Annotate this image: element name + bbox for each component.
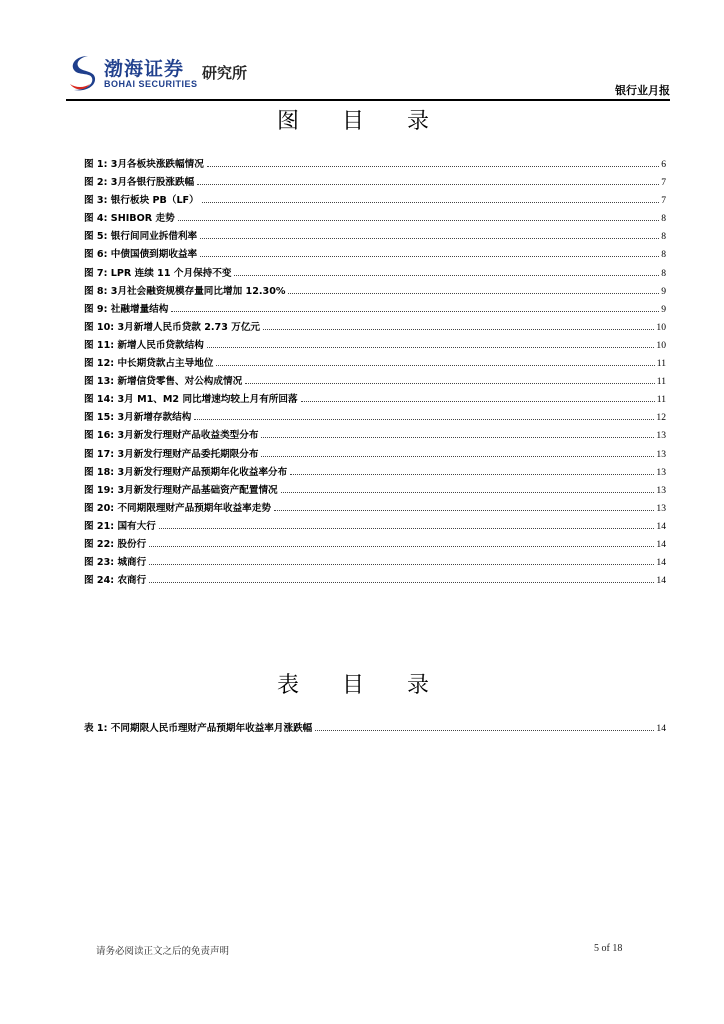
toc-dot-leader (301, 401, 655, 402)
toc-entry[interactable] (84, 337, 666, 355)
figure-toc-title: 图 目 录 (277, 109, 447, 134)
toc-dot-leader (178, 220, 660, 221)
toc-entry[interactable] (84, 355, 666, 373)
toc-entry[interactable] (84, 174, 666, 192)
toc-entry-label: 图 12: 中长期贷款占主导地位 (84, 358, 214, 370)
toc-entry-page: 8 (661, 267, 666, 279)
toc-entry-page: 8 (661, 213, 666, 225)
toc-entry-page: 13 (656, 502, 666, 514)
toc-entry-label: 图 14: 3月 M1、M2 同比增速均较上月有所回落 (84, 394, 298, 406)
toc-entry-label: 图 17: 3月新发行理财产品委托期限分布 (84, 448, 259, 460)
toc-dot-leader (202, 202, 660, 203)
toc-entry-label: 图 1: 3月各板块涨跌幅情况 (84, 159, 204, 170)
toc-entry-label: 图 11: 新增人民币贷款结构 (84, 339, 204, 351)
toc-entry-page: 7 (661, 195, 666, 207)
toc-entry-label: 图 5: 银行间同业拆借利率 (84, 231, 198, 243)
logo-english-name: BOHAI SECURITIES (104, 79, 198, 89)
toc-entry-page: 7 (661, 177, 666, 189)
toc-dot-leader (200, 238, 659, 239)
toc-entry[interactable] (84, 156, 666, 174)
logo-chinese-name: 渤海证券 (104, 58, 185, 80)
figure-toc-list (84, 156, 666, 590)
toc-entry[interactable] (84, 192, 666, 210)
toc-dot-leader (149, 546, 654, 547)
toc-entry-page: 11 (656, 358, 666, 370)
toc-entry[interactable] (84, 283, 666, 301)
toc-entry-label: 图 2: 3月各银行股涨跌幅 (84, 177, 195, 189)
institute-name: 研究所 (202, 64, 248, 82)
toc-dot-leader (281, 492, 655, 493)
toc-entry[interactable] (84, 210, 666, 228)
toc-entry-label: 表 1: 不同期限人民币理财产品预期年收益率月涨跌幅 (84, 723, 313, 734)
toc-entry-page: 13 (656, 448, 666, 460)
toc-entry-label: 图 7: LPR 连续 11 个月保持不变 (84, 267, 232, 279)
toc-dot-leader (171, 311, 659, 312)
toc-entry[interactable] (84, 720, 666, 738)
toc-entry[interactable] (84, 246, 666, 264)
toc-entry-page: 13 (656, 466, 666, 478)
toc-entry-page: 13 (656, 484, 666, 496)
toc-dot-leader (207, 347, 655, 348)
toc-dot-leader (207, 166, 659, 167)
toc-entry[interactable] (84, 464, 666, 482)
header-divider (66, 99, 670, 101)
table-toc-title: 表 目 录 (277, 673, 447, 698)
toc-entry[interactable] (84, 554, 666, 572)
toc-entry-page: 9 (661, 285, 666, 297)
toc-entry[interactable] (84, 373, 666, 391)
toc-dot-leader (245, 383, 655, 384)
toc-entry-page: 14 (656, 538, 666, 550)
toc-entry[interactable] (84, 391, 666, 409)
toc-entry-label: 图 20: 不同期限理财产品预期年收益率走势 (84, 502, 271, 514)
toc-entry-label: 图 15: 3月新增存款结构 (84, 412, 192, 424)
toc-dot-leader (149, 582, 654, 583)
toc-entry-label: 图 23: 城商行 (84, 557, 147, 569)
toc-entry-label: 图 9: 社融增量结构 (84, 303, 169, 315)
toc-entry-label: 图 6: 中债国债到期收益率 (84, 249, 198, 261)
toc-dot-leader (261, 456, 654, 457)
toc-entry[interactable] (84, 572, 666, 590)
table-toc-list (84, 720, 666, 738)
footer-page-number: 5 of 18 (594, 943, 623, 954)
toc-dot-leader (274, 510, 654, 511)
toc-entry-label: 图 10: 3月新增人民币贷款 2.73 万亿元 (84, 321, 261, 333)
toc-entry-label: 图 13: 新增信贷零售、对公构成情况 (84, 376, 243, 388)
toc-entry-label: 图 4: SHIBOR 走势 (84, 213, 175, 225)
toc-entry-page: 8 (661, 231, 666, 243)
toc-dot-leader (315, 730, 654, 731)
toc-entry[interactable] (84, 482, 666, 500)
toc-entry-page: 6 (661, 159, 666, 170)
toc-entry-page: 10 (656, 321, 666, 333)
toc-dot-leader (200, 256, 659, 257)
toc-dot-leader (216, 365, 654, 366)
footer-disclaimer: 请务必阅读正文之后的免责声明 (96, 946, 230, 957)
toc-dot-leader (234, 275, 659, 276)
toc-entry-page: 14 (656, 557, 666, 569)
toc-entry-page: 12 (656, 412, 666, 424)
toc-entry[interactable] (84, 301, 666, 319)
toc-entry-label: 图 21: 国有大行 (84, 520, 156, 532)
toc-entry-label: 图 24: 农商行 (84, 575, 147, 587)
toc-dot-leader (159, 528, 655, 529)
toc-dot-leader (263, 329, 654, 330)
toc-entry-label: 图 3: 银行板块 PB（LF） (84, 195, 199, 207)
toc-dot-leader (197, 184, 659, 185)
toc-entry[interactable] (84, 518, 666, 536)
toc-entry-page: 14 (656, 723, 666, 734)
toc-entry-page: 11 (656, 376, 666, 388)
toc-entry-page: 10 (656, 339, 666, 351)
page-header (66, 50, 670, 100)
toc-entry[interactable] (84, 500, 666, 518)
toc-dot-leader (288, 293, 659, 294)
toc-dot-leader (261, 437, 654, 438)
toc-entry[interactable] (84, 536, 666, 554)
toc-entry-label: 图 8: 3月社会融资规模存量同比增加 12.30% (84, 285, 286, 297)
toc-entry[interactable] (84, 446, 666, 464)
bohai-logo-icon (66, 54, 98, 94)
toc-entry-page: 14 (656, 520, 666, 532)
toc-dot-leader (149, 564, 654, 565)
toc-entry-page: 13 (656, 430, 666, 442)
toc-dot-leader (194, 419, 654, 420)
toc-entry[interactable] (84, 265, 666, 283)
toc-entry[interactable] (84, 427, 666, 445)
toc-entry-label: 图 18: 3月新发行理财产品预期年化收益率分布 (84, 466, 288, 478)
toc-entry[interactable] (84, 228, 666, 246)
toc-entry-label: 图 22: 股份行 (84, 538, 147, 550)
toc-entry-label: 图 19: 3月新发行理财产品基础资产配置情况 (84, 484, 278, 496)
toc-entry[interactable] (84, 319, 666, 337)
toc-entry-page: 8 (661, 249, 666, 261)
toc-entry-page: 11 (656, 394, 666, 406)
toc-dot-leader (290, 474, 654, 475)
toc-entry[interactable] (84, 409, 666, 427)
toc-entry-label: 图 16: 3月新发行理财产品收益类型分布 (84, 430, 259, 442)
report-type-label: 银行业月报 (615, 84, 670, 97)
toc-entry-page: 9 (661, 303, 666, 315)
toc-entry-page: 14 (656, 575, 666, 587)
